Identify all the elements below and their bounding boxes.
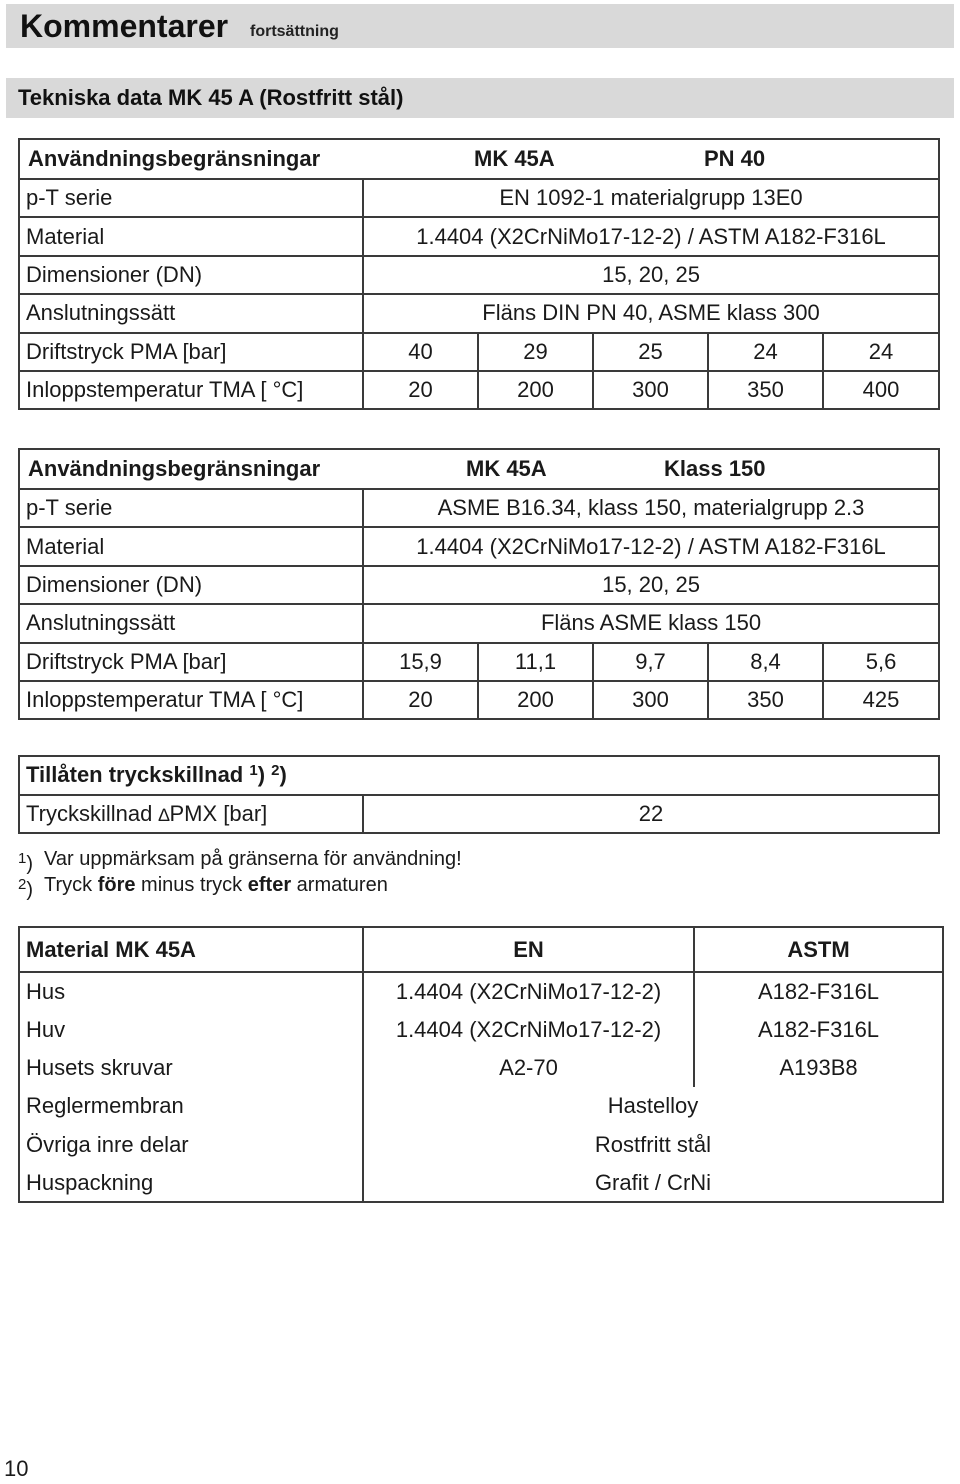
page-subtitle: fortsättning (250, 23, 339, 40)
section-title: Tekniska data MK 45 A (Rostfritt stål) (18, 85, 404, 110)
table-row (19, 217, 939, 255)
astm-value: A182-F316L (694, 1010, 943, 1048)
table-row (19, 333, 939, 371)
pressure-value: 5,6 (823, 643, 939, 681)
table-row (19, 1010, 943, 1048)
temperature-value: 425 (823, 681, 939, 719)
section-bar (6, 78, 954, 118)
limits-table-pn40 (18, 138, 940, 410)
row-label: Husets skruvar (19, 1049, 363, 1087)
row-value: 15, 20, 25 (363, 256, 939, 294)
table-row (19, 604, 939, 642)
heading-model: MK 45A (474, 146, 555, 171)
heading-label: Användningsbegränsningar (28, 456, 321, 481)
page-number: 10 (4, 1456, 29, 1481)
pressure-value: 8,4 (708, 643, 823, 681)
limits-table-class150 (18, 448, 940, 720)
pressure-value: 40 (363, 333, 478, 371)
row-label: Dimensioner (DN) (19, 566, 363, 604)
row-label: Inloppstemperatur TMA [ °C] (19, 371, 363, 409)
table-row (19, 643, 939, 681)
header-bar (6, 4, 954, 48)
table-header-row (19, 139, 939, 179)
table-row (19, 256, 939, 294)
pressure-value: 25 (593, 333, 708, 371)
heading-rating: Klass 150 (664, 456, 766, 481)
temperature-value: 400 (823, 371, 939, 409)
materials-header-en: EN (363, 927, 694, 972)
heading-rating: PN 40 (704, 146, 766, 171)
table-row (19, 527, 939, 565)
table-header-row (19, 756, 939, 795)
temperature-value: 20 (363, 681, 478, 719)
table-row (19, 489, 939, 527)
row-value: Fläns ASME klass 150 (363, 604, 939, 642)
materials-table (18, 926, 944, 1203)
table-row (19, 294, 939, 332)
pressure-value: 11,1 (478, 643, 593, 681)
page-title: Kommentarer (20, 8, 229, 44)
temperature-value: 200 (478, 371, 593, 409)
astm-value: A193B8 (694, 1049, 943, 1087)
table-row (19, 1126, 943, 1164)
temperature-value: 300 (593, 371, 708, 409)
row-label: Huspackning (19, 1164, 363, 1202)
pressure-value: 24 (823, 333, 939, 371)
row-value: 22 (363, 795, 939, 834)
table-row (19, 681, 939, 719)
heading-model: MK 45A (466, 456, 547, 481)
row-value: 15, 20, 25 (363, 566, 939, 604)
heading-label: Användningsbegränsningar (28, 146, 321, 171)
dp-heading: Tillåten tryckskillnad $^1$) $^2$) (19, 756, 939, 795)
row-label: Hus (19, 972, 363, 1010)
row-value: Fläns DIN PN 40, ASME klass 300 (363, 294, 939, 332)
table-row (19, 1049, 943, 1087)
row-label: Driftstryck PMA [bar] (19, 643, 363, 681)
row-value: 1.4404 (X2CrNiMo17-12-2) / ASTM A182-F316L (363, 527, 939, 565)
en-value: 1.4404 (X2CrNiMo17-12-2) (363, 972, 694, 1010)
row-label: Material (19, 217, 363, 255)
table-row (19, 1087, 943, 1125)
table-header-row (19, 449, 939, 489)
row-label: Inloppstemperatur TMA [ °C] (19, 681, 363, 719)
row-label: Material (19, 527, 363, 565)
table-row (19, 1164, 943, 1202)
temperature-value: 20 (363, 371, 478, 409)
pressure-value: 9,7 (593, 643, 708, 681)
row-label: Dimensioner (DN) (19, 256, 363, 294)
astm-value: A182-F316L (694, 972, 943, 1010)
row-label: Reglermembran (19, 1087, 363, 1125)
row-value: 1.4404 (X2CrNiMo17-12-2) / ASTM A182-F316L (363, 217, 939, 255)
table-header-row (19, 927, 943, 972)
temperature-value: 350 (708, 681, 823, 719)
table-row (19, 371, 939, 409)
material-value: Hastelloy (363, 1087, 943, 1125)
table-row (19, 179, 939, 217)
pressure-value: 24 (708, 333, 823, 371)
row-label: Anslutningssätt (19, 604, 363, 642)
table-row (19, 795, 939, 834)
temperature-value: 200 (478, 681, 593, 719)
table-row (19, 566, 939, 604)
row-label: Övriga inre delar (19, 1126, 363, 1164)
en-value: 1.4404 (X2CrNiMo17-12-2) (363, 1010, 694, 1048)
row-value: ASME B16.34, klass 150, materialgrupp 2.3 (363, 489, 939, 527)
row-label: Anslutningssätt (19, 294, 363, 332)
table-row (19, 972, 943, 1010)
temperature-value: 300 (593, 681, 708, 719)
pressure-value: 29 (478, 333, 593, 371)
material-value: Grafit / CrNi (363, 1164, 943, 1202)
temperature-value: 350 (708, 371, 823, 409)
pressure-value: 15,9 (363, 643, 478, 681)
row-label: Tryckskillnad ∆PMX [bar] (19, 795, 363, 834)
row-label: p-T serie (19, 179, 363, 217)
material-value: Rostfritt stål (363, 1126, 943, 1164)
row-label: Driftstryck PMA [bar] (19, 333, 363, 371)
en-value: A2-70 (363, 1049, 694, 1087)
pressure-difference-table (18, 755, 940, 834)
delta-icon: ∆ (158, 804, 170, 825)
materials-header-astm: ASTM (694, 927, 943, 972)
row-label: p-T serie (19, 489, 363, 527)
row-value: EN 1092-1 materialgrupp 13E0 (363, 179, 939, 217)
materials-header-label: Material MK 45A (19, 927, 363, 972)
row-label: Huv (19, 1010, 363, 1048)
